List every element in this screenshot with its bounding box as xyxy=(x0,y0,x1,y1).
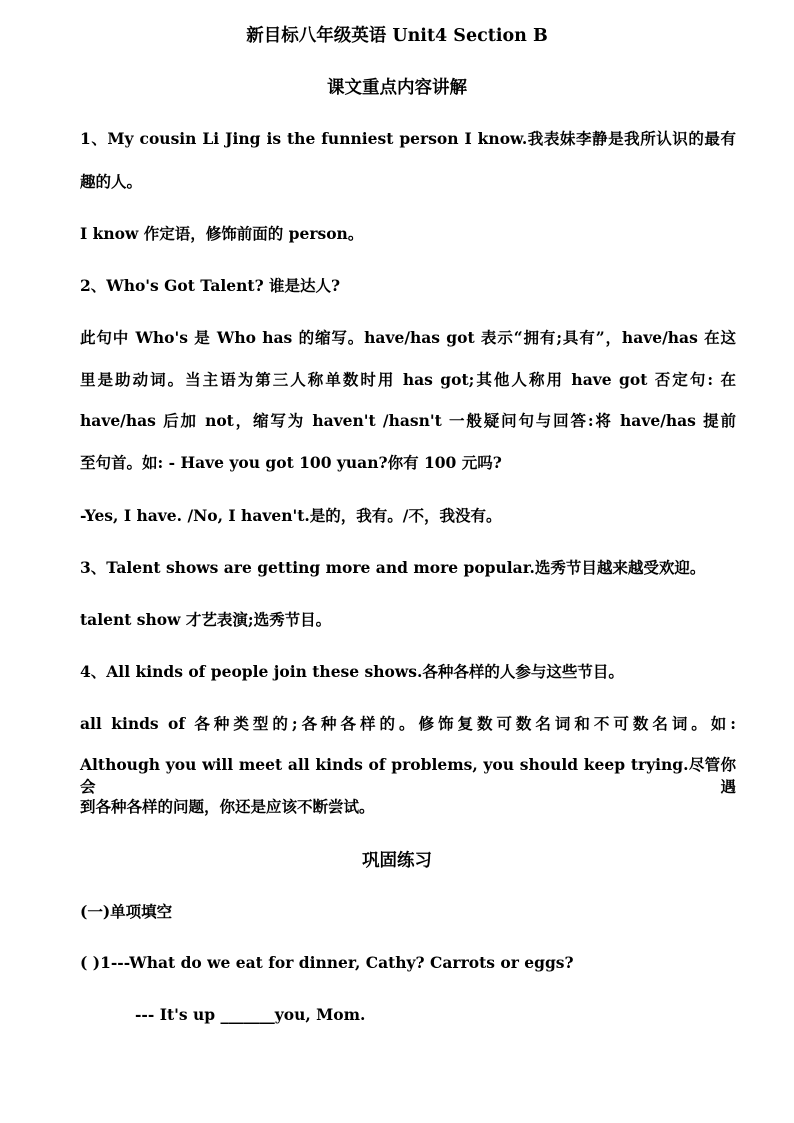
practice-title: 巩固练习 xyxy=(362,851,432,871)
paragraph-line: 1、My cousin Li Jing is the funniest person I know.我表妹李静是我所认识的最有 xyxy=(80,129,736,148)
question-1: ( )1---What do we eat for dinner, Cathy? Carrots or eggs? xyxy=(80,953,574,972)
paragraph-line: Although you will meet all kinds of problems, you should keep trying.尽管你会遇 xyxy=(80,755,736,796)
section-label: (一)单项填空 xyxy=(80,902,173,921)
document-subtitle: 课文重点内容讲解 xyxy=(327,78,467,98)
paragraph-line: talent show 才艺表演;选秀节目。 xyxy=(80,610,332,629)
paragraph-line: 3、Talent shows are getting more and more popular.选秀节目越来越受欢迎。 xyxy=(80,558,706,577)
document-title: 新目标八年级英语 Unit4 Section B xyxy=(246,26,548,46)
paragraph-line: 到各种各样的问题，你还是应该不断尝试。 xyxy=(80,797,375,816)
paragraph-line: all kinds of 各种类型的;各种各样的。修饰复数可数名词和不可数名词。如: xyxy=(80,714,736,733)
paragraph-line: 趣的人。 xyxy=(80,172,143,191)
paragraph-line: 此句中 Who's 是 Who has 的缩写。have/has got 表示“拥有;具有”，have/has 在这 xyxy=(80,328,736,347)
paragraph-line: 2、Who's Got Talent? 谁是达人? xyxy=(80,276,341,295)
paragraph-line: I know 作定语，修饰前面的 person。 xyxy=(80,224,364,243)
paragraph-line: 至句首。如: - Have you got 100 yuan?你有 100 元吗? xyxy=(80,453,502,472)
paragraph-line: 里是助动词。当主语为第三人称单数时用 has got;其他人称用 have got 否定句: 在 xyxy=(80,370,736,389)
paragraph-line: 4、All kinds of people join these shows.各种各样的人参与这些节目。 xyxy=(80,662,624,681)
question-1-answer-line: --- It's up _______you, Mom. xyxy=(135,1005,366,1024)
paragraph-line: -Yes, I have. /No, I haven't.是的，我有。/不，我没有。 xyxy=(80,506,502,525)
paragraph-line: have/has 后加 not，缩写为 haven't /hasn't 一般疑问句与回答:将 have/has 提前 xyxy=(80,411,736,430)
